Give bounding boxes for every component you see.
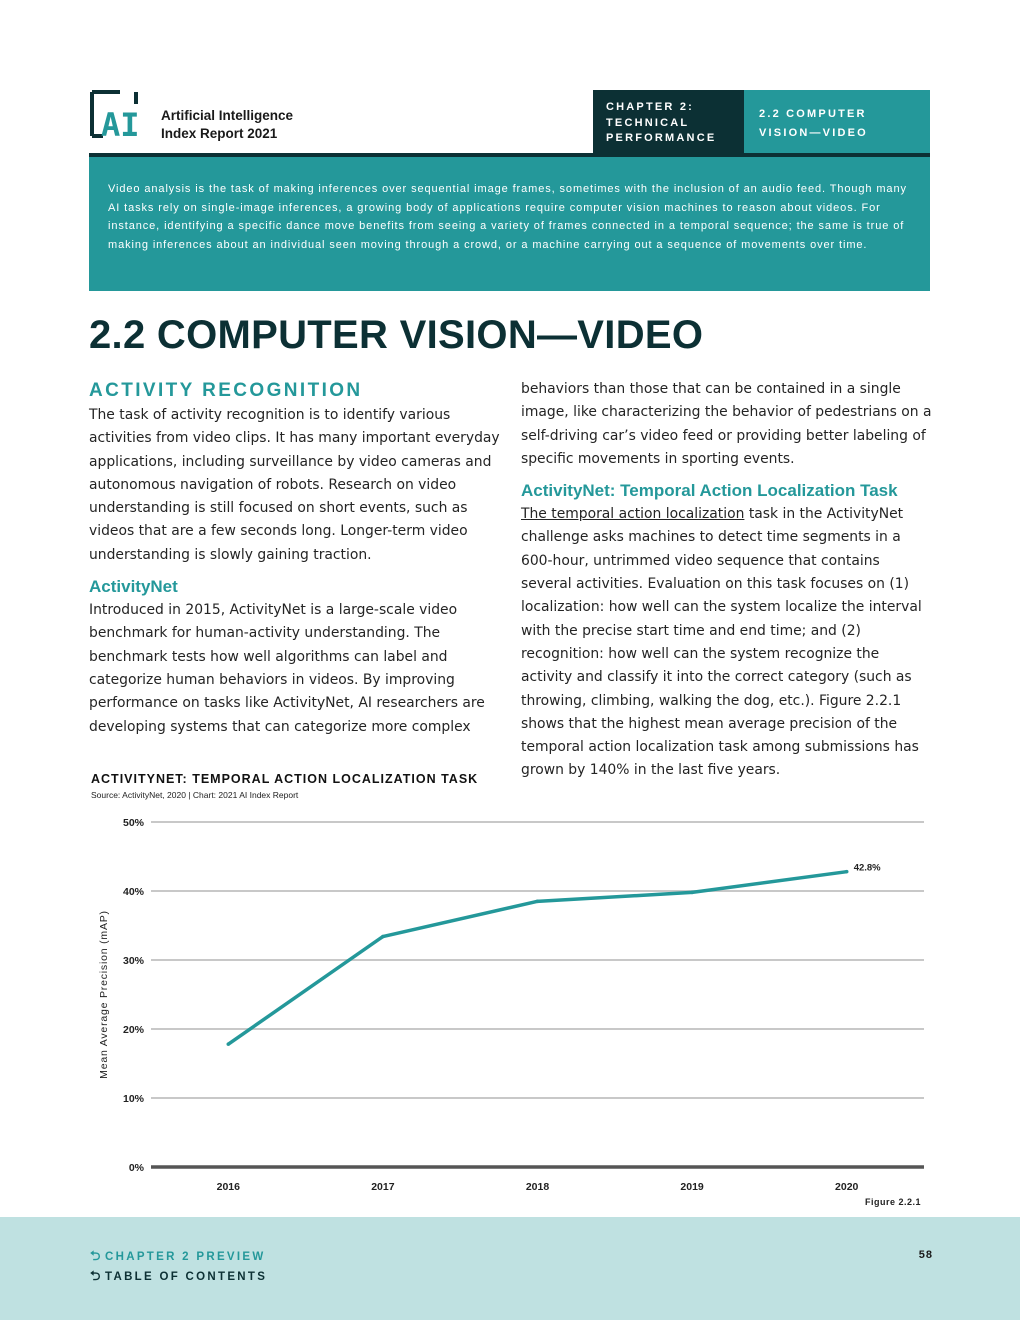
x-tick-label: 2019 — [680, 1181, 704, 1193]
section-label[interactable] — [744, 90, 930, 153]
activitynet-heading: ActivityNet — [89, 577, 178, 597]
temporal-task-paragraph — [521, 503, 933, 783]
temporal-action-localization-link[interactable]: The temporal action localization — [521, 506, 745, 523]
data-point — [690, 891, 694, 895]
right-column — [521, 378, 933, 791]
section-line1: 2.2 COMPUTER — [759, 108, 867, 120]
chapter-preview-link[interactable] — [90, 1247, 266, 1269]
y-tick-label: 50% — [122, 817, 144, 829]
chapter-line2: TECHNICAL — [606, 116, 690, 129]
section-heading: ACTIVITY RECOGNITION — [89, 380, 363, 401]
activity-recognition-paragraph: The task of activity recognition is to identify various activities from video clips. It has many important everyday applications, including surveillance by video cameras and autonomous navigation of robots. Research on video understanding is still focused on short events, such as videos that are a few seconds long. Longer-term video understanding is slowly gaining traction. — [89, 407, 500, 563]
logo-text: AI — [101, 106, 140, 138]
data-point — [227, 1042, 231, 1046]
data-label: 42.8% — [853, 862, 881, 874]
y-tick-label: 40% — [122, 886, 144, 898]
report-title — [161, 107, 293, 143]
temporal-task-text: task in the ActivityNet challenge asks machines to detect time segments in a 600-hour, untrimmed video sequence that contains several activities. Evaluation on this task focuses on (1) localization: how well can the system localize the interval with the precise start time and end time; and (2) recognition: how well can the system recognize the activity and classify it into the correct category (such as throwing, climbing, walking the dog, etc.). Figure 2.2.1 shows that the highest mean average precision of the temporal action localization task among submissions has grown by 140% in the last five years. — [521, 506, 922, 779]
left-column — [89, 378, 507, 747]
data-point — [845, 870, 849, 874]
return-arrow-icon: ⮌ — [90, 1248, 101, 1263]
y-axis-title: Mean Average Precision (mAP) — [98, 910, 110, 1079]
chart-source: Source: ActivityNet, 2020 | Chart: 2021 AI Index Report — [91, 790, 299, 800]
continued-paragraph: behaviors than those that can be contained in a single image, like characterizing the behavior of pedestrians on a self-driving car’s video feed or providing better labeling of specific movements in sporting events. — [521, 381, 932, 467]
data-point — [381, 935, 385, 939]
report-title-line2: Index Report 2021 — [161, 126, 278, 141]
x-tick-label: 2017 — [371, 1181, 395, 1193]
chapter-label[interactable] — [593, 90, 744, 153]
y-tick-label: 10% — [122, 1093, 144, 1105]
table-of-contents-link[interactable] — [90, 1267, 267, 1289]
section-line2: VISION—VIDEO — [759, 127, 868, 139]
series-line — [228, 872, 846, 1044]
x-tick-label: 2020 — [835, 1181, 859, 1193]
activitynet-paragraph: Introduced in 2015, ActivityNet is a large-scale video benchmark for human-activity understanding. The benchmark tests how well algorithms can label and categorize human behaviors in videos. By improving performance on tasks like ActivityNet, AI researchers are developing systems that can categorize more complex — [89, 602, 485, 735]
page-number: 58 — [918, 1249, 933, 1261]
chapter-line3: PERFORMANCE — [606, 132, 717, 144]
y-tick-label: 20% — [122, 1024, 144, 1036]
page-title: 2.2 COMPUTER VISION—VIDEO — [89, 313, 704, 357]
ai-index-logo — [90, 90, 146, 138]
y-tick-label: 0% — [128, 1162, 144, 1174]
intro-summary: Video analysis is the task of making inferences over sequential image frames, sometimes with the inclusion of an audio feed. Though many AI tasks rely on single-image inferences, a growing body of applications require computer vision machines to reason about videos. For instance, identifying a specific dance move benefits from seeing a variety of frames connected in a temporal sequence; the same is true of making inferences about an individual seen moving through a crowd, or a machine carrying out a sequence of movements over time. — [89, 157, 930, 291]
figure-label: Figure 2.2.1 — [864, 1197, 921, 1207]
return-arrow-icon: ⮌ — [90, 1268, 101, 1283]
line-chart — [89, 808, 931, 1198]
x-tick-label: 2018 — [525, 1181, 550, 1193]
chapter-preview-label: CHAPTER 2 PREVIEW — [105, 1251, 266, 1263]
report-title-line1: Artificial Intelligence — [161, 108, 294, 123]
x-tick-label: 2016 — [216, 1181, 240, 1193]
y-tick-label: 30% — [122, 955, 144, 967]
data-point — [536, 900, 540, 904]
chart-title: ACTIVITYNET: TEMPORAL ACTION LOCALIZATION TASK — [91, 772, 479, 786]
chapter-line1: CHAPTER 2: — [606, 101, 695, 113]
temporal-task-heading: ActivityNet: Temporal Action Localization Task — [521, 481, 898, 501]
table-of-contents-label: TABLE OF CONTENTS — [105, 1271, 268, 1283]
